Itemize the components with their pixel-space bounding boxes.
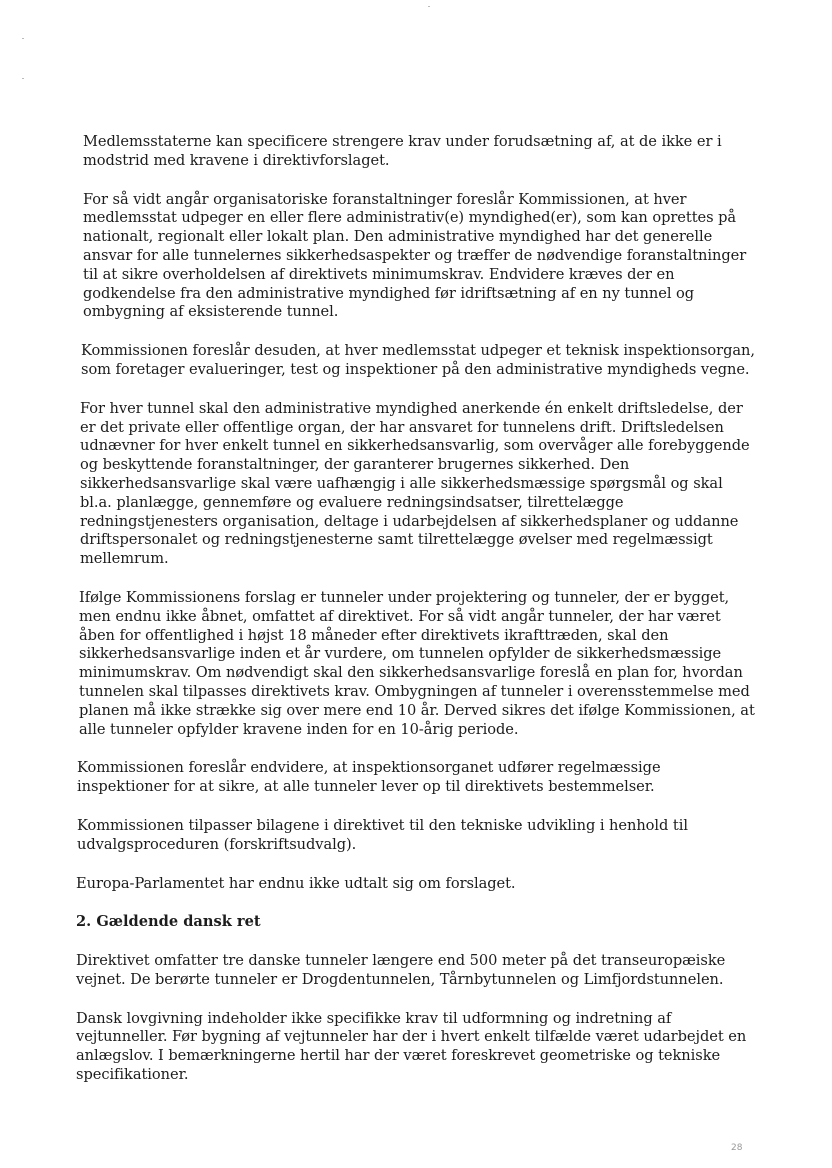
scan-speck	[428, 6, 430, 7]
paragraph-annex-adaptation: Kommissionen tilpasser bilagene i direktivet til den tekniske udvikling i henhold til udvalgsproceduren (forskriftsudvalg).	[77, 816, 688, 853]
paragraph-danish-legislation: Dansk lovgivning indeholder ikke specifikke krav til udformning og indretning af vejtunneller. Før bygning af vejtunneler har der i hvert enkelt tilfælde været udarbejdet en anlægslov. I bemærkningerne hertil har der været foreskrevet geometriske og tekniske specifikationer.	[76, 1009, 747, 1084]
paragraph-inspection-body: Kommissionen foreslår desuden, at hver medlemsstat udpeger et teknisk inspektionsorgan, som foretager evalueringer, test og inspektioner på den administrative myndigheds vegne.	[81, 342, 755, 378]
paragraph-parliament: Europa-Parlamentet har endnu ikke udtalt sig om forslaget.	[76, 874, 516, 892]
document-body	[76, 133, 756, 1085]
paragraph-organisational-measures: For så vidt angår organisatoriske foranstaltninger foreslår Kommissionen, at hver medlemsstat udpeger en eller flere administrativ(e) myndighed(er), som kan oprettes på nationalt, regionalt eller lokalt plan. Den administrative myndighed har det generelle ansvar for alle tunnelernes sikkerhedsaspekter og træffer de nødvendige foranstaltninger til at sikre overholdelsen af direktivets minimumskrav. Endvidere kræves der en godkendelse fra den administrative myndighed før idriftsætning af en ny tunnel og ombygning af eksisterende tunnel.	[83, 190, 747, 321]
paragraph-member-states: Medlemsstaterne kan specificere strengere krav under forudsætning af, at de ikke er i modstrid med kravene i direktivforslaget.	[83, 133, 722, 169]
page-number: 28	[731, 1143, 743, 1153]
scan-speck	[22, 78, 24, 79]
paragraph-existing-tunnels: Ifølge Kommissionens forslag er tunneler under projektering og tunneler, der er bygget, men endnu ikke åbnet, omfattet af direktivet. For så vidt angår tunneler, der har været åben for offentlighed i højst 18 måneder efter direktivets ikrafttræden, skal den sikkerhedsansvarlige inden et år vurdere, om tunnelen opfylder de sikkerhedsmæssige minimumskrav. Om nødvendigt skal den sikkerhedsansvarlige foreslå en plan for, hvordan tunnelen skal tilpasses direktivets krav. Ombygningen af tunneler i overensstemmelse med planen må ikke strække sig over mere end 10 år. Derved sikres det ifølge Kommissionen, at alle tunneler opfylder kravene inden for en 10-årig periode.	[79, 588, 755, 738]
paragraph-danish-tunnels: Direktivet omfatter tre danske tunneler længere end 500 meter på det transeuropæiske vejnet. De berørte tunneler er Drogdentunnelen, Tårnbytunnelen og Limfjordstunnelen.	[76, 952, 726, 988]
paragraph-tunnel-manager: For hver tunnel skal den administrative myndighed anerkende én enkelt driftsledelse, der er det private eller offentlige organ, der har ansvaret for tunnelens drift. Driftsledelsen udnævner for hver enkelt tunnel en sikkerhedsansvarlig, som overvåger alle forebyggende og beskyttende foranstaltninger, der garanterer brugernes sikkerhed. Den sikkerhedsansvarlige skal være uafhængig i alle sikkerhedsmæssige spørgsmål og skal bl.a. planlægge, gennemføre og evaluere redningsindsatser, tilrettelægge redningstjenesters organisation, deltage i udarbejdelsen af sikkerhedsplaner og uddanne driftspersonalet og redningstjenesterne samt tilrettelægge øvelser med regelmæssigt mellemrum.	[80, 399, 750, 568]
section-heading: 2. Gældende dansk ret	[76, 913, 261, 931]
scan-speck	[22, 38, 24, 39]
paragraph-regular-inspections: Kommissionen foreslår endvidere, at inspektionsorganet udfører regelmæssige inspektioner for at sikre, at alle tunneler lever op til direktivets bestemmelser.	[77, 759, 661, 796]
